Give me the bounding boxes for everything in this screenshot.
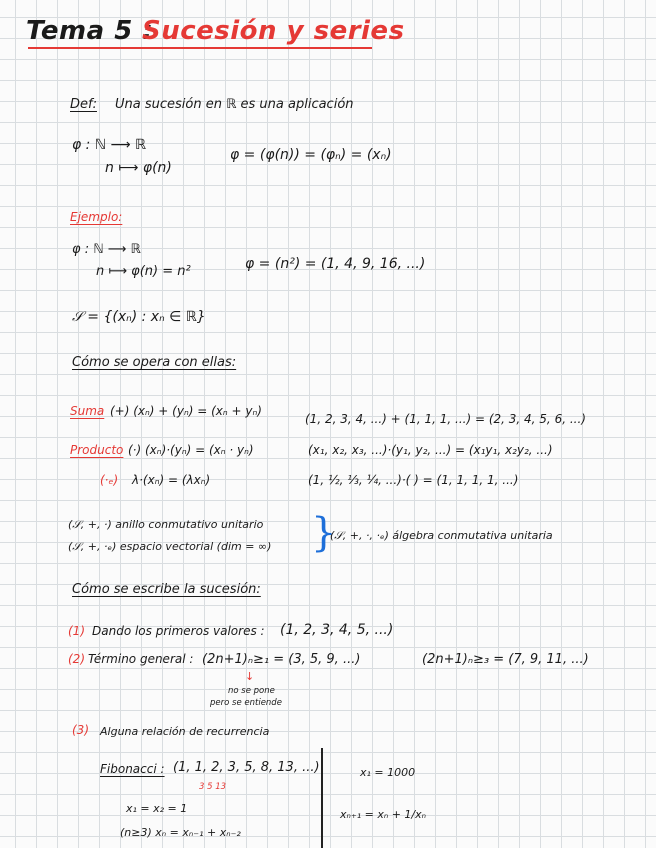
scalar-example: (1, ½, ⅓, ¼, ...)·( ) = (1, 1, 1, 1, ...) (308, 473, 519, 487)
example-map-line2: n ⟼ φ(n) = n² (96, 264, 191, 279)
item2-number: (2) (68, 652, 85, 666)
sum-example: (1, 2, 3, 4, ...) + (1, 1, 1, ...) = (2, 3, 4, 5, 6, ...) (305, 412, 586, 426)
item1-text: Dando los primeros valores : (92, 624, 265, 638)
title-underline (28, 47, 372, 49)
definition-text: Una sucesión en ℝ es una aplicación (115, 97, 354, 112)
item3-number: (3) (72, 723, 89, 737)
writing-heading: Cómo se escribe la sucesión: (72, 582, 261, 597)
item2-alternative: (2n+1)ₙ≥₃ = (7, 9, 11, ...) (422, 652, 589, 667)
set-definition: 𝒮 = {(xₙ) : xₙ ∈ ℝ} (72, 309, 206, 325)
recurrence-initial: x₁ = 1000 (360, 766, 416, 779)
example-label: Ejemplo: (70, 210, 123, 224)
title-prefix: Tema 5 : (26, 16, 154, 46)
example-value: φ = (n²) = (1, 4, 9, 16, ...) (245, 256, 426, 272)
operations-heading: Cómo se opera con ellas: (72, 355, 237, 370)
algebra-structure: (𝒮, +, ·, ·ₑ) álgebra conmutativa unitaria (330, 529, 553, 542)
ring-structure: (𝒮, +, ·) anillo conmutativo unitario (68, 518, 264, 531)
blue-brace: } (311, 510, 337, 556)
definition-map-line1: φ : ℕ ⟶ ℝ (72, 137, 147, 153)
arrow-down-icon: ↓ (245, 670, 255, 683)
example-map-line1: φ : ℕ ⟶ ℝ (72, 242, 141, 257)
fibonacci-rule: (n≥3) xₙ = xₙ₋₁ + xₙ₋₂ (120, 826, 241, 839)
product-label: Producto (70, 443, 124, 457)
vector-space-structure: (𝒮, +, ·ₑ) espacio vectorial (dim = ∞) (68, 540, 272, 553)
fibonacci-marks: 3 5 13 (199, 782, 227, 792)
note-line2: pero se entiende (210, 698, 282, 708)
product-example: (x₁, x₂, x₃, ...)·(y₁, y₂, ...) = (x₁y₁, x₂y₂, ...) (308, 443, 553, 457)
sum-label: Suma (70, 404, 105, 418)
definition-map-line2: n ⟼ φ(n) (105, 160, 172, 176)
fibonacci-label: Fibonacci : (100, 762, 165, 776)
sum-expression: (+) (xₙ) + (yₙ) = (xₙ + yₙ) (110, 404, 262, 418)
column-divider (321, 748, 323, 848)
recurrence-rule: xₙ₊₁ = xₙ + 1/xₙ (340, 808, 427, 821)
product-expression: (·) (xₙ)·(yₙ) = (xₙ · yₙ) (128, 443, 254, 457)
scalar-label: (·ₑ) (100, 473, 119, 487)
item2-text: Término general : (88, 652, 194, 666)
note-line1: no se pone (228, 686, 275, 696)
item2-value: (2n+1)ₙ≥₁ = (3, 5, 9, ...) (202, 652, 361, 667)
item1-number: (1) (68, 624, 85, 638)
definition-notation: φ = (φ(n)) = (φₙ) = (xₙ) (230, 147, 392, 163)
fibonacci-initial: x₁ = x₂ = 1 (126, 802, 188, 815)
item3-text: Alguna relación de recurrencia (100, 725, 270, 738)
scalar-expression: λ·(xₙ) = (λxₙ) (132, 473, 211, 487)
definition-label: Def: (70, 97, 97, 112)
title-topic: Sucesión y series (142, 16, 405, 46)
fibonacci-value: (1, 1, 2, 3, 5, 8, 13, ...) (173, 760, 320, 775)
item1-value: (1, 2, 3, 4, 5, ...) (280, 622, 394, 638)
